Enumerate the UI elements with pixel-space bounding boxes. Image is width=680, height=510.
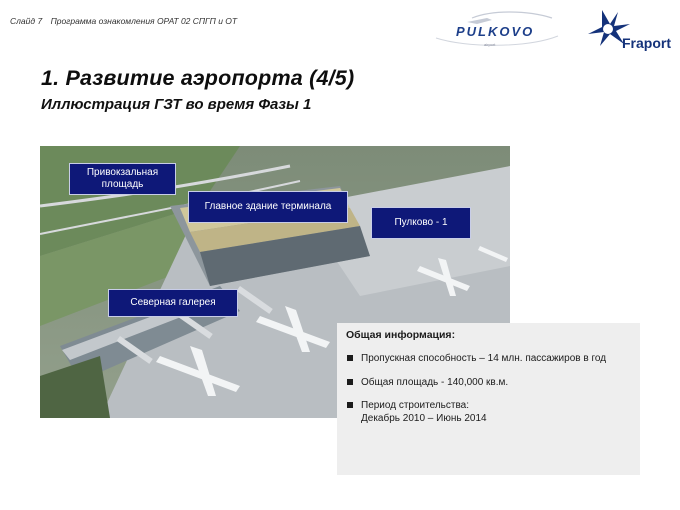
info-list [346,353,631,425]
slide-header [10,16,243,26]
pulkovo-logo [432,8,562,50]
slide-subtitle: Иллюстрация ГЗТ во время Фазы 1 [41,96,312,113]
info-item-text: Пропускная способность – 14 млн. пассажиров в год [361,353,607,364]
bullet-square-icon [347,355,353,361]
info-title: Общая информация: [346,329,456,341]
pulkovo-logo-tagline: airport [484,42,496,47]
label-north-gallery: Северная галерея [108,289,238,317]
fraport-logo-text: Fraport [622,35,671,51]
fraport-logo [572,4,672,56]
list-item [346,377,631,390]
bullet-square-icon [347,402,353,408]
slide-label: Слайд 7 [10,16,43,26]
general-info-panel [337,323,640,475]
pulkovo-logo-text: PULKOVO [456,24,535,39]
bullet-square-icon [347,379,353,385]
label-station-square: Привокзальная площадь [69,163,176,195]
info-item-subtext: Декабрь 2010 – Июнь 2014 [361,412,487,424]
program-title: Программа ознакомления ОРАТ 02 СПГП и ОТ [50,16,238,26]
label-pulkovo1: Пулково - 1 [371,207,471,239]
label-main-terminal: Главное здание терминала [188,191,348,223]
slide-title: 1. Развитие аэропорта (4/5) [41,66,355,90]
list-item [346,400,631,425]
info-item-text: Общая площадь - 140,000 кв.м. [361,376,509,388]
list-item [346,353,631,366]
info-item-text: Период строительства: [361,400,470,411]
